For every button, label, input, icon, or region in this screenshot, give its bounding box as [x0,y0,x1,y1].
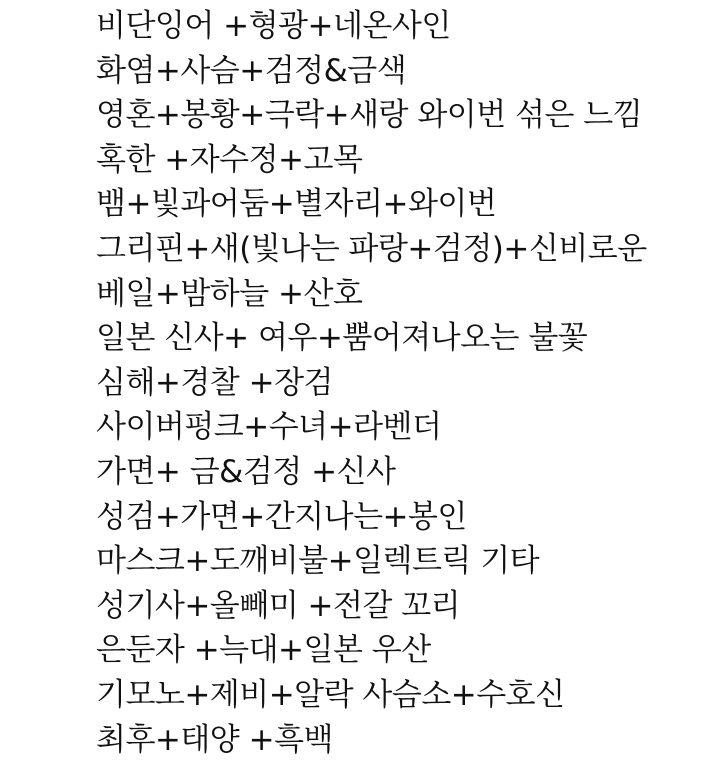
text-line-6: 그리핀+새(빛나는 파랑+검정)+신비로운 [96,230,647,267]
text-line-8: 일본 신사+ 여우+뿜어져나오는 불꽃 [96,320,588,357]
text-line-14: 성기사+올빼미 +전갈 꼬리 [96,587,461,624]
text-line-2: 화염+사슴+검정&금색 [96,52,407,89]
text-line-12: 성검+가면+간지나는+봉인 [96,498,467,535]
text-line-5: 뱀+빛과어둠+별자리+와이번 [96,186,497,223]
text-line-7: 베일+밤하늘 +산호 [96,275,363,312]
text-line-17: 최후+태양 +흑백 [96,721,333,758]
text-line-10: 사이버펑크+수녀+라벤더 [96,409,442,446]
text-line-11: 가면+ 금&검정 +신사 [96,453,396,490]
text-document [96,0,721,778]
text-line-16: 기모노+제비+알락 사슴소+수호신 [96,676,565,713]
text-line-3: 영혼+봉황+극락+새랑 와이번 섞은 느낌 [96,97,643,134]
text-line-4: 혹한 +자수정+고목 [96,141,363,178]
text-line-1: 비단잉어 +형광+네온사인 [96,8,451,44]
text-line-15: 은둔자 +늑대+일본 우산 [96,632,431,669]
text-line-9: 심해+경찰 +장검 [96,364,333,401]
text-line-13: 마스크+도깨비불+일렉트릭 기타 [96,543,540,580]
